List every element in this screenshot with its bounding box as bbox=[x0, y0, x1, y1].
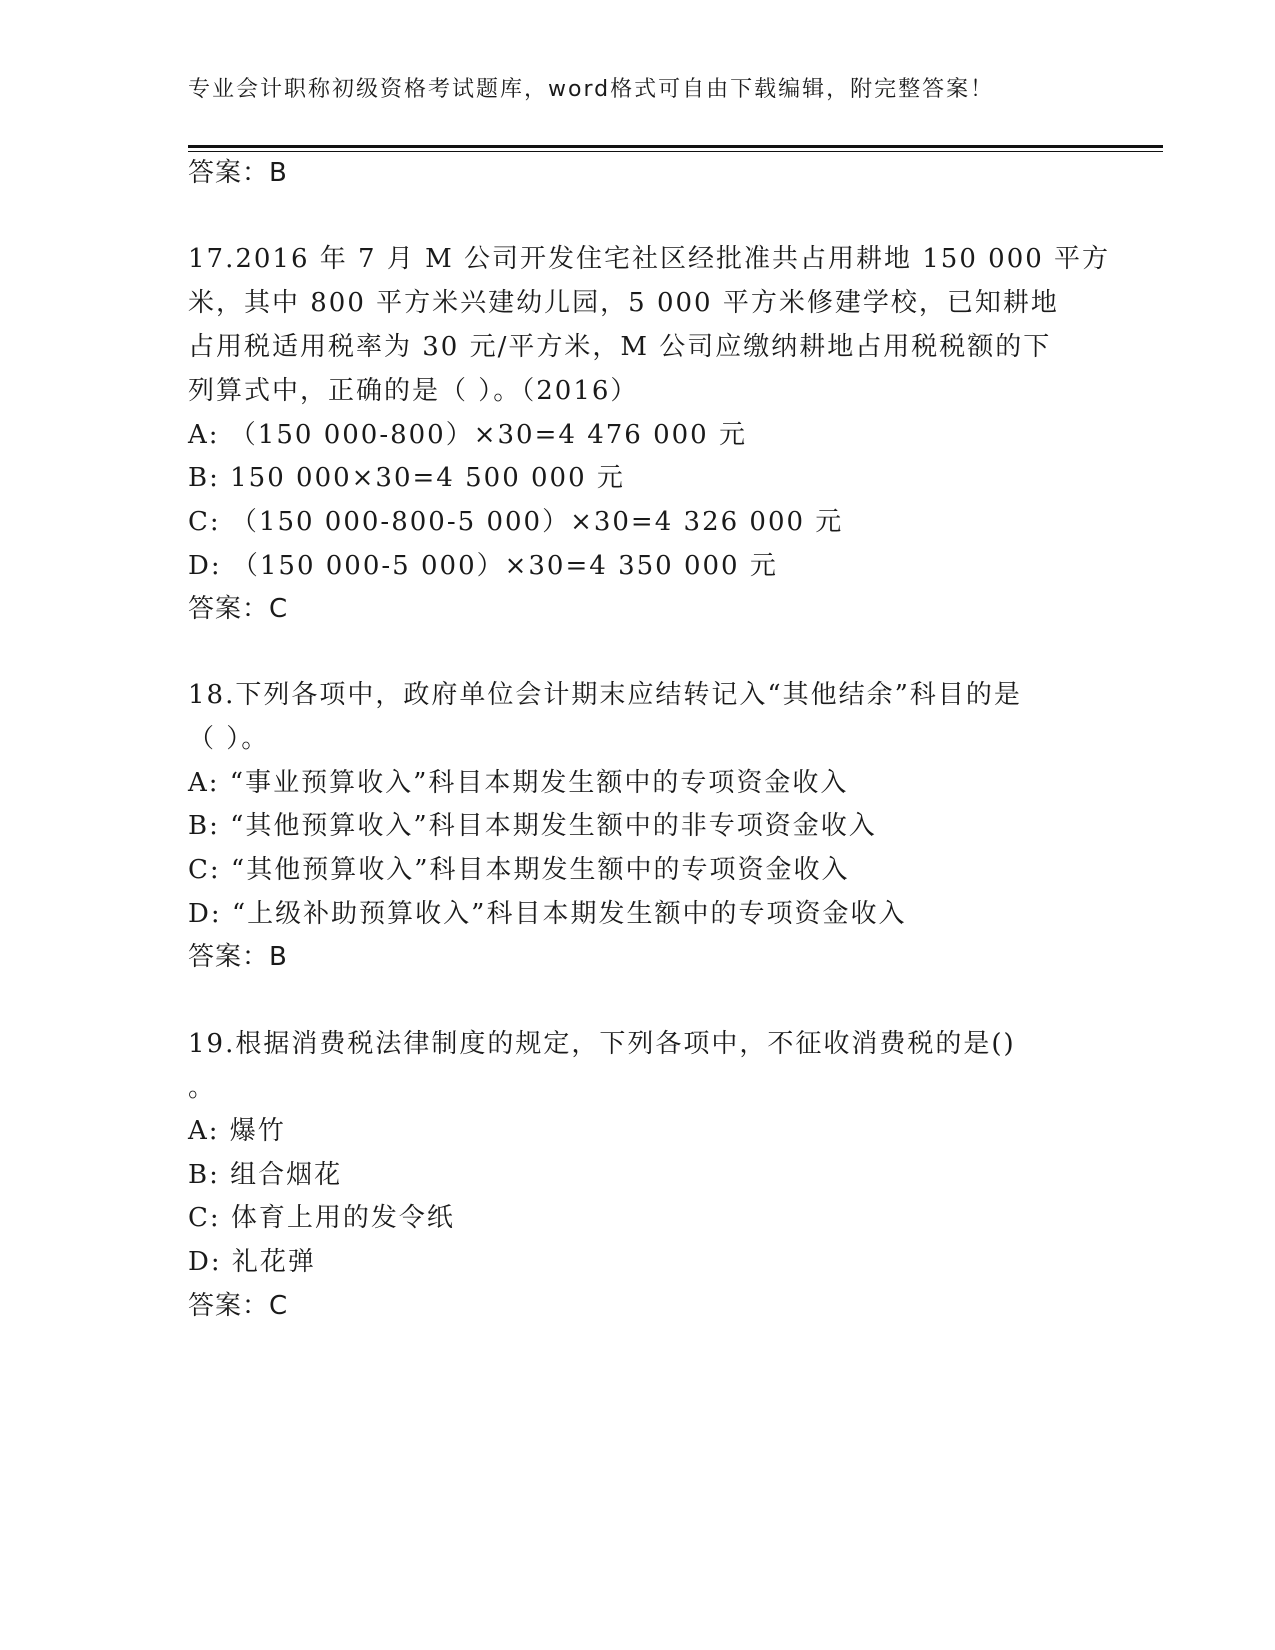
answer-previous: 答案：B bbox=[188, 158, 288, 188]
question-18-option-d: D: “上级补助预算收入”科目本期发生额中的专项资金收入 bbox=[188, 899, 907, 929]
question-17-stem-line-4: 列算式中，正确的是（ ）。（2016） bbox=[188, 376, 639, 406]
question-18-option-c: C: “其他预算收入”科目本期发生额中的专项资金收入 bbox=[188, 855, 850, 885]
question-19-stem-line-1: 19.根据消费税法律制度的规定，下列各项中，不征收消费税的是() bbox=[188, 1029, 1016, 1059]
question-19-option-c: C: 体育上用的发令纸 bbox=[188, 1203, 455, 1233]
question-17-stem-line-2: 米，其中 800 平方米兴建幼儿园，5 000 平方米修建学校，已知耕地 bbox=[188, 288, 1059, 318]
question-19-option-b: B: 组合烟花 bbox=[188, 1160, 343, 1190]
question-19-option-a: A: 爆竹 bbox=[188, 1116, 286, 1146]
question-17-answer: 答案：C bbox=[188, 594, 289, 624]
question-18-stem-line-2: （ ）。 bbox=[188, 724, 270, 754]
question-17-option-c: C: （150 000-800-5 000）×30=4 326 000 元 bbox=[188, 507, 844, 537]
page-header: 专业会计职称初级资格考试题库，word格式可自由下载编辑，附完整答案！ bbox=[188, 77, 995, 102]
question-17-stem-line-1: 17.2016 年 7 月 M 公司开发住宅社区经批准共占用耕地 150 000 平方 bbox=[188, 244, 1111, 274]
question-19-answer: 答案：C bbox=[188, 1291, 289, 1321]
header-rule-thin bbox=[188, 151, 1163, 152]
question-19-stem-line-2: 。 bbox=[188, 1073, 217, 1103]
question-19-option-d: D: 礼花弹 bbox=[188, 1247, 316, 1277]
question-17-option-d: D: （150 000-5 000）×30=4 350 000 元 bbox=[188, 551, 778, 581]
question-18-option-b: B: “其他预算收入”科目本期发生额中的非专项资金收入 bbox=[188, 811, 877, 841]
question-17-option-b: B: 150 000×30=4 500 000 元 bbox=[188, 463, 625, 493]
question-18-option-a: A: “事业预算收入”科目本期发生额中的专项资金收入 bbox=[188, 768, 849, 798]
question-17-option-a: A: （150 000-800）×30=4 476 000 元 bbox=[188, 420, 747, 450]
question-18-stem-line-1: 18.下列各项中，政府单位会计期末应结转记入“其他结余”科目的是 bbox=[188, 680, 1022, 710]
question-17-stem-line-3: 占用税适用税率为 30 元/平方米，M 公司应缴纳耕地占用税税额的下 bbox=[188, 332, 1052, 362]
question-18-answer: 答案：B bbox=[188, 942, 288, 972]
header-rule bbox=[188, 145, 1163, 148]
